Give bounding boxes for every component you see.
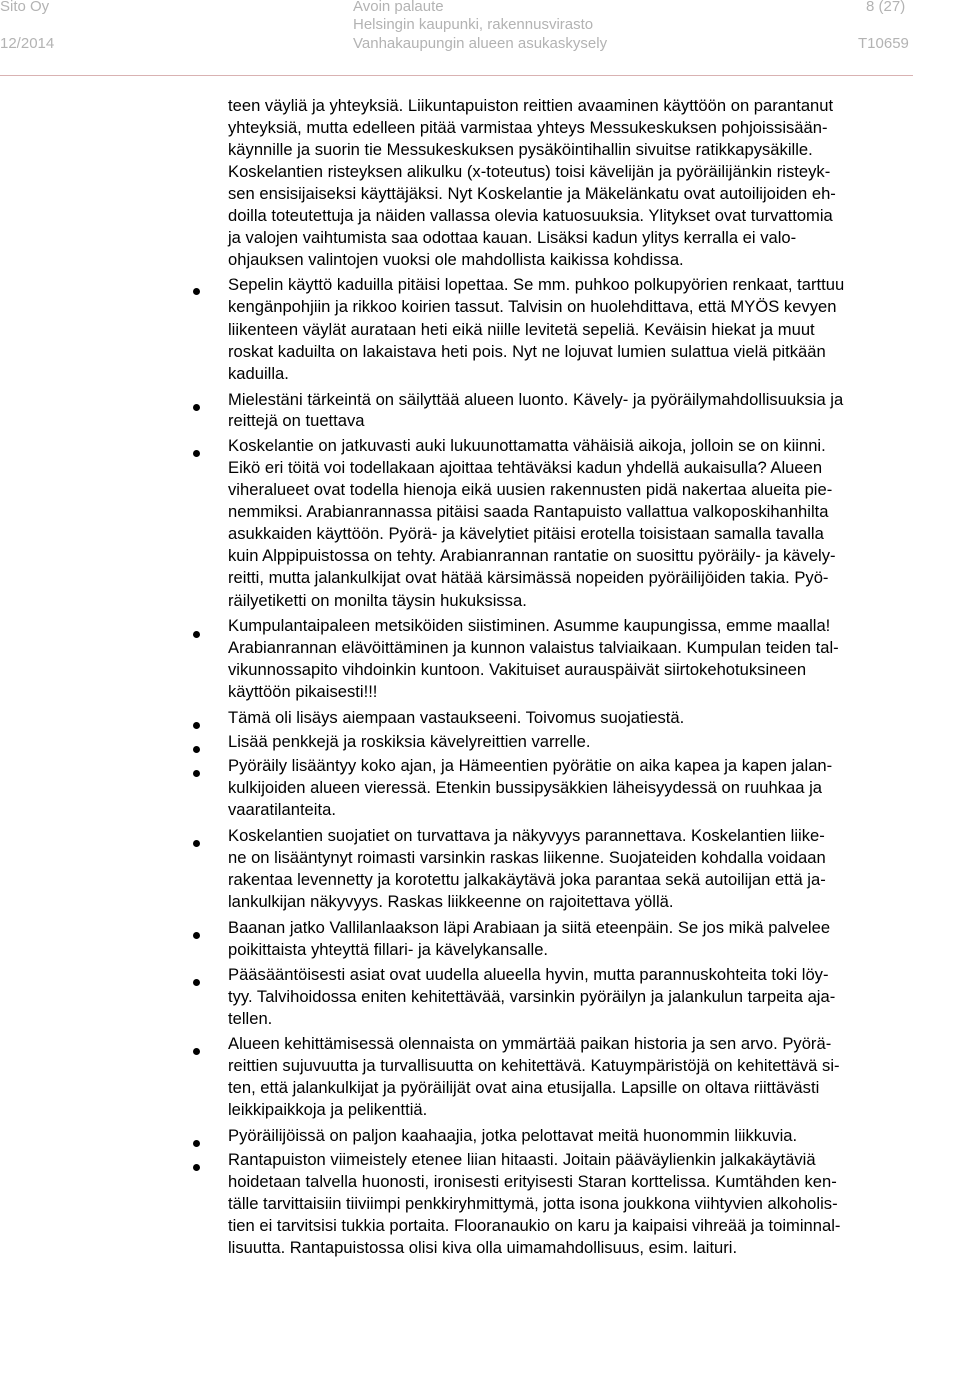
page-number: 8 (27)	[866, 0, 906, 15]
text-line: Sepelin käyttö kaduilla pitäisi lopettaa. Se mm. puhkoo polkupyörien renkaat, tarttuu	[228, 275, 845, 294]
text-line: vikunnossapito vihdoinkin kuntoon. Vakituiset aurauspäivät siirtokehotuksineen	[228, 660, 807, 679]
bullet-icon	[193, 1140, 200, 1147]
text-line: liikenteen väylät aurataan heti eikä niille levitetä sepeliä. Keväisin hiekat ja muut	[228, 320, 815, 339]
text-line: viheralueet ovat todella hienoja eikä uusien rakennusten pidä nakertaa alueita pie-	[228, 480, 833, 499]
text-line: Pyöräilijöissä on paljon kaahaajia, jotka pelottavat meitä huonommin liikkuvia.	[228, 1126, 798, 1145]
bullet-icon	[193, 404, 200, 411]
bullet-icon	[193, 450, 200, 457]
company-name: Sito Oy	[0, 0, 50, 15]
text-line: lisuutta. Rantapuistossa olisi kiva olla uimamahdollisuus, esim. laituri.	[228, 1238, 738, 1257]
text-line: käynnille ja suorin tie Messukeskuksen pysäköintihallin sivuitse ratikkapysäkille.	[228, 140, 813, 159]
text-line: Pääsääntöisesti asiat ovat uudella alueella hyvin, mutta parannuskohteita toki löy-	[228, 965, 829, 984]
client-name: Helsingin kaupunki, rakennusvirasto	[353, 16, 594, 33]
text-line: Mielestäni tärkeintä on säilyttää alueen luonto. Kävely- ja pyöräilymahdollisuuksia ja	[228, 390, 844, 409]
text-line: Eikö eri töitä voi todellakaan ajoittaa tehtäväksi kadun yhdellä aukaisulla? Alueen	[228, 458, 823, 477]
text-line: käyttöön pikaisesti!!!	[228, 682, 378, 701]
text-line: Rantapuiston viimeistely etenee liian hitaasti. Joitain pääväylienkin jalkakäytäviä	[228, 1150, 816, 1169]
text-line: tyy. Talvihoidossa eniten kehitettävää, varsinkin pyöräilyn ja jalankulun tarpeita aja-	[228, 987, 836, 1006]
text-line: Lisää penkkejä ja roskiksia kävelyreittien varrelle.	[228, 732, 591, 751]
project-code: T10659	[858, 35, 909, 52]
text-line: doilla toteutettuja ja näiden vallassa olevia katuosuuksia. Ylitykset ovat turvattomia	[228, 206, 833, 225]
text-line: kuin Alppipuistossa on tehty. Arabianrannan rantatie on suosittu pyöräily- ja kävely-	[228, 546, 836, 565]
bullet-icon	[193, 840, 200, 847]
text-line: Koskelantien risteyksen alikulku (x-toteutus) toisi kävelijän ja pyöräilijänkin risteyk-	[228, 162, 831, 181]
text-line: yhteyksiä, mutta edelleen pitää varmistaa yhteys Messukeskuksen pohjoissisään-	[228, 118, 828, 137]
page-header	[0, 0, 960, 80]
text-line: tien ei tarvitsisi tukkia portaita. Flooranaukio on karu ja kaipaisi vihreää ja toiminnal-	[228, 1216, 841, 1235]
text-line: ne on lisääntynyt roimasti varsinkin raskas liikenne. Suojateiden kohdalla voidaan	[228, 848, 826, 867]
text-line: ohjauksen valintojen vuoksi ole mahdollista kaikissa kohdissa.	[228, 250, 684, 269]
bullet-icon	[193, 288, 200, 295]
text-line: lankulkijan näkyvyys. Raskas liikkeenne on rajoitettava yöllä.	[228, 892, 674, 911]
text-line: rakentaa levennetty ja korotettu jalkakäytävä joka parantaa sekä autoilijan että ja-	[228, 870, 826, 889]
text-line: roskat kaduilta on lakaistava heti pois. Nyt ne lojuvat lumien sulattua vielä pitkään	[228, 342, 826, 361]
text-line: Alueen kehittämisessä olennaista on ymmärtää paikan historia ja sen arvo. Pyörä-	[228, 1034, 832, 1053]
bullet-icon	[193, 722, 200, 729]
text-line: nemmiksi. Arabianrannassa pitäisi saada Rantapuisto vallattua valkoposkihanhilta	[228, 502, 829, 521]
text-line: Pyöräily lisääntyy koko ajan, ja Hämeentien pyörätie on aika kapea ja kapen jalan-	[228, 756, 833, 775]
text-line: teen väyliä ja yhteyksiä. Liikuntapuiston reittien avaaminen käyttöön on parantanut	[228, 96, 834, 115]
text-line: Kumpulantaipaleen metsiköiden siistiminen. Asumme kaupungissa, emme maalla!	[228, 616, 831, 635]
text-line: reittejä on tuettava	[228, 411, 365, 430]
text-line: asukkaiden käyttöön. Pyörä- ja kävelytiet pitäisi erotella toisistaan samalla tavalla	[228, 524, 824, 543]
text-line: tälle tarvittaisiin tiiviimpi penkkiryhmittymä, jotta isona joukkona viihtyvien alkoholis-	[228, 1194, 838, 1213]
text-line: räilyetiketti on monilta täysin hukuksissa.	[228, 591, 527, 610]
report-date: 12/2014	[0, 35, 55, 52]
bullet-icon	[193, 979, 200, 986]
text-line: Arabianrannan elävöittäminen ja kunnon valaistus talviaikaan. Kumpulan teiden tal-	[228, 638, 839, 657]
text-line: sen ensisijaiseksi käyttäjäksi. Nyt Koskelantie ja Mäkelänkatu ovat autoilijoiden eh-	[228, 184, 836, 203]
bullet-icon	[193, 770, 200, 777]
text-line: kengänpohjiin ja rikkoo koirien tassut. Talvisin on huolehdittava, että MYÖS kevyen	[228, 297, 837, 316]
survey-title: Vanhakaupungin alueen asukaskysely	[353, 35, 608, 52]
text-line: ten, että jalankulkijat ja pyöräilijät ovat aina etusijalla. Lapsille on oltava riittävästi	[228, 1078, 820, 1097]
text-line: ja valojen vaihtumista saa odottaa kauan. Lisäksi kadun ylitys kerralla ei valo-	[228, 228, 797, 247]
text-line: reittien sujuvuutta ja turvallisuutta on kehitettävä. Katuympäristöjä on kehitettävä si-	[228, 1056, 840, 1075]
document-body	[0, 91, 960, 1351]
text-line: tellen.	[228, 1009, 273, 1028]
document-type: Avoin palaute	[353, 0, 444, 15]
bullet-icon	[193, 746, 200, 753]
bullet-icon	[193, 1164, 200, 1171]
text-line: Koskelantie on jatkuvasti auki lukuunottamatta vähäisiä aikoja, jolloin se on kiinni.	[228, 436, 826, 455]
text-line: hoidetaan talvella huonosti, ironisesti erityisesti Staran korttelissa. Kumtähden ken-	[228, 1172, 837, 1191]
text-line: vaaratilanteita.	[228, 800, 336, 819]
text-line: kulkijoiden alueen vieressä. Etenkin bussipysäkkien läheisyydessä on ruuhkaa ja	[228, 778, 823, 797]
text-line: Koskelantien suojatiet on turvattava ja näkyvyys parannettava. Koskelantien liike-	[228, 826, 825, 845]
header-divider	[0, 75, 913, 76]
text-line: poikittaista yhteyttä fillari- ja kävelykansalle.	[228, 940, 549, 959]
text-line: kaduilla.	[228, 364, 289, 383]
text-line: reitti, mutta jalankulkijat ovat hätää kärsimässä nopeiden pyöräilijöiden takia. Pyö-	[228, 568, 829, 587]
text-line: Baanan jatko Vallilanlaakson läpi Arabiaan ja siitä eteenpäin. Se jos mikä palvelee	[228, 918, 831, 937]
text-line: leikkipaikkoja ja pelikenttiä.	[228, 1100, 428, 1119]
bullet-icon	[193, 1048, 200, 1055]
text-line: Tämä oli lisäys aiempaan vastaukseeni. Toivomus suojatiestä.	[228, 708, 685, 727]
bullet-icon	[193, 631, 200, 638]
bullet-icon	[193, 932, 200, 939]
